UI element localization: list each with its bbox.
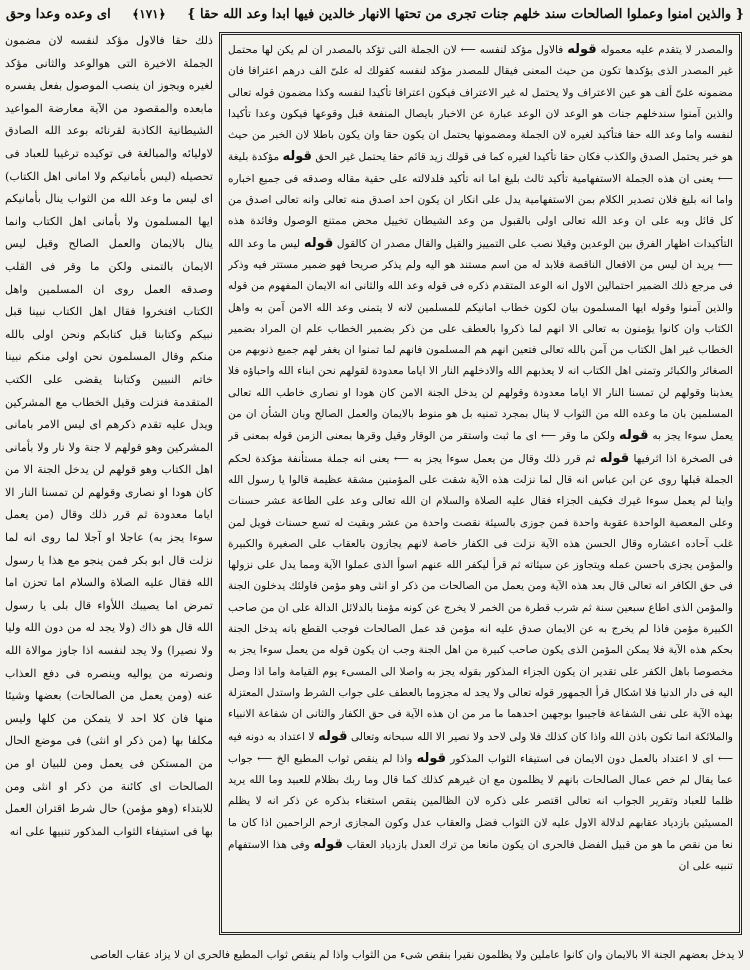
commentary-text: لا اعتداد به دونه فيه ⟵ اى لا اعتداد بالعمل دون الايمان فى استيفاء الثواب المذكور [228,730,733,765]
keyword-qawluhu: قوله [313,836,343,852]
keyword-qawluhu: قوله [567,42,597,57]
header-commentary: اى وعده وعدا وحق [6,6,111,22]
side-column [5,30,213,936]
commentary-text: فالاول مؤكد لنفسه ⟵ لان الجملة التى تؤكد بالمصدر ان لم يكن لها محتمل غير المصدر الذى يؤكدها تكون من حيث المعنى فيقال للمصدر مؤكد لنفسه كقولك له علىّ الف درهم اعترافا فان مضمونه علىّ ألف هو عين الاعتراف ولا يحتمل له غير الاعتراف فيكون اعترافا تأكيدا لنفسه وكذا مضمون قوله تعالى والذين آمنوا سندخلهم جنات هو الوعد لان الوعد عبارة عن الاخبار بايصال المنفعة قبل وقوعها فيكون وعدا تأكيدا لنفسه واما وعد الله حقا فتأكيد لغيره لان الجملة ومضمونها يحتمل ان يكون حقا وان يكون باطلا لان الخبر من حيث هو خبر يحتمل الصدق والكذب فكان حقا تأكيدا لغيره كما فى قولك زيد قائم حقا يحتمل غير الحق [228,44,733,164]
page-number: ﴿١٧١﴾ [132,7,166,21]
main-frame [219,32,742,935]
commentary-text: ولكن ما وقر ⟵ اى ما ثبت واستقر من الوقار وقيل وقرها بمعنى الزمن قوله بمعنى قر فى الصخرة اذا اثرفيها [228,430,733,465]
commentary-text: ليس ما وعد الله ⟵ يريد ان ليس من الافعال الناقصة فلابد له من اسم مستند هو اليه ولم يذكر صريحا فهو ضمير مستتر فيه وذكر فى مرجع ذلك الضمير احتمالين الاول انه الوعد المتقدم ذكره فى قوله وعد الله والثانى انه الايمان المفهوم من قوله والذين آمنوا وقوله ايها المسلمون بيان لكون خطاب امانيكم للمسلمين لانه لا يتمنى وعد الله الامن آمن به واهل الكتاب وان كانوا يؤمنون به تعالى الا انهم لما ذكروا بالعطف على من ذكر بضمير الخطاب علم ان المراد بضمير الخطاب غير اهل الكتاب من آمن بالله تعالى فتعين انهم هم المسلمون فانهم لما تمنوا ان يغفر لهم جميع ذنوبهم من الصغائر والكبائر وتمنى اهل الكتاب انه لا يعذبهم الله والادخلهم النار الا اياما معدودة لقولهم نحن ابناء الله واحباؤه فلا يعذبنا وقولهم لن تمسنا النار الا اياما معدودة وقولهم لن يدخل الجنة الامن كان هودا او نصارى خاطب الله تعالى المسلمين بان ما وعده الله من الثواب لا ينال بمجرد تمنيه بل هو منوط بالايمان والعمل الصالح وبان الشأن ان من يعمل سوءا يجز به [228,237,733,443]
page-header [0,0,750,28]
keyword-qawluhu: قوله [619,428,649,444]
keyword-qawluhu: قوله [318,728,348,744]
commentary-text: واذا لم ينقص ثواب المطيع الخ ⟵ جواب عما يقال لم خص عمال الصالحات بانهم لا يظلمون مع ان غيرهم كذلك كما قال وما ربك بظلام للعبيد وما الله يريد ظلما للعباد وتقرير الجواب انه تعالى اقتصر على ذكره لان الظالمين ينقص استغناء بذكره عن ذكر انه لا يظلم المسيئين بازدياد عقابهم لدلالة الاول عليه لان الثواب فضل والعقاب عدل وكون المجازى ارحم الراحمين اذا كان ما نعا من نقص ما هو من قبيل الفضل فالحرى ان يكون مانعا من ترك العدل بازدياد العقاب [228,752,733,851]
bottom-line: لا يدخل بعضهم الجنة الا بالايمان وان كانوا عاملين ولا يظلمون نقيرا بنقص شىء من الثواب واذا لم ينقص ثواب المطيع فالحرى ان لا يزاد عقاب العاصى [90,949,744,961]
keyword-qawluhu: قوله [303,235,334,251]
commentary-text: وفى هذا الاستفهام تنبيه على ان [228,838,733,873]
commentary-text: مؤكدة بليغة ⟵ يعنى ان هذه الجملة الاستفهامية تأكيد ثالث بليغ اما انه تأكيد فلدلالته على حقية مقاله وصدقه فى جميع اخباره واما انه بليغ فلان تصدير الكلام بمن الاستفهامية يدل على انكار ان يكون احد اصدق منه تعالى وانه تعالى اصدق من كل قائل وبه على ان وعد الله تعالى اولى بالقبول من وعد الشيطان تخييل محض ممتنع الوصول وفائدة هذه التأكيدات اظهار الفرق بين الوعدين وقيلا نصب على التمييز والقيل والقال مصدر ان كالقول [228,151,733,250]
keyword-qawluhu: قوله [416,750,447,766]
main-commentary [228,39,733,928]
keyword-qawluhu: قوله [282,149,312,165]
side-column-text: ذلك حقا فالاول مؤكد لنفسه لان مضمون الجملة الاخيرة التى هوالوعد والثانى مؤكد لغيره ويجوز ان ينصب الموصول بفعل يفسره مابعده والمقصود من الآية معارضة المواعيد الشيطانية الكاذبة لقرنائه بوعد الله الصادق لاوليائه والمبالغة فى توكيده ترغيبا للعباد فى تحصيله (ليس بأمانيكم ولا امانى اهل الكتاب) اى ليس ما وعد الله من الثواب ينال بأمانيكم ايها المسلمون ولا بأمانى اهل الكتاب وانما ينال بالايمان والعمل الصالح وقيل ليس الايمان بالتمنى ولكن ما وقر فى القلب وصدقه العمل روى ان المسلمين واهل الكتاب افتخروا فقال اهل الكتاب نبينا قبل نبيكم وكتابنا قبل كتابكم ونحن اولى بالله منكم وقال المسلمون نحن اولى منكم نبينا خاتم النبيين وكتابنا يقضى على الكتب المتقدمة فنزلت وقيل الخطاب مع المشركين ويدل عليه تقدم ذكرهم اى ليس الامر بامانى المشركين وهو قولهم لا جنة ولا نار ولا بأمانى اهل الكتاب وهو قولهم لن يدخل الجنة الا من كان هودا او نصارى وقولهم لن تمسنا النار الا اياما معدودة ثم قرر ذلك وقال (من يعمل سوءا يجز به) عاجلا او آجلا لما روى انه لما نزلت قال ابو بكر فمن ينجو مع هذا يا رسول الله فقال عليه الصلاة والسلام اما تحزن اما تمرض اما يصيبك اللأواء قال بلى يا رسول الله قال هو ذاك (ولا يجد له من دون الله وليا ولا نصيرا) ولا يجد لنفسه اذا جاوز موالاة الله ونصرته من يواليه وينصره فى دفع العذاب عنه (ومن يعمل من الصالحات) بعضها وشيئا منها فان كلا احد لا يتمكن من كلها وليس مكلفا بها (من ذكر او انثى) فى موضع الحال من المستكن فى يعمل ومن للبيان او من الصالحات اى كائنة من ذكر او انثى ومن للابتداء (وهو مؤمن) حال شرط اقتران العمل بها فى استيفاء الثواب المذكور تنبيها على انه [5,34,213,838]
header-verse: { والذين امنوا وعملوا الصالحات سند خلهم جنات تجرى من تحتها الانهار خالدين فيها ابدا وعد الله حقا } [187,6,744,22]
commentary-paragraph [228,39,733,878]
commentary-text: والمصدر لا يتقدم عليه معموله [596,44,733,56]
commentary-text: ثم قرر ذلك وقال من يعمل سوءا يجز به ⟵ يعنى انه جملة مستأنفة مؤكدة لحكم الجملة قبلها روى عن ابن عباس انه قال لما نزلت هذه الآية شقت على المؤمنين مشقة عظيمة قالوا يا رسول الله واينا لم يعمل سوءا غيرك فكيف الجزاء فقال عليه الصلاة والسلام ان الله تعالى وعد على الطاعة عشر حسنات وعلى المعصية الواحدة عقوبة واحدة فمن جوزى بالسيئة نقصت واحدة من عشر وبقيت له تسع حسنات فويل لمن غلب آحاده اعشاره وقال الحسن هذه الآية نزلت فى الكفار خاصة لانهم يجازون بالعقاب على الصغيرة والكبيرة والمؤمن يجزى باحسن عمله ويتجاوز عن سيئاته ثم قرأ ليكفر الله عنهم اسوأ الذى عملوا الآية ومما يدل على نزولها فى حق الكافر انه تعالى قال بعد هذه الآية ومن يعمل من الصالحات من ذكر او انثى وهو مؤمن فاولئك يدخلون الجنة والمؤمن الذى اطاع سبعين سنة ثم شرب قطرة من الخمر لا يخرج عن كونه مؤمنا بالدلائل الدالة على ان من صاحب الكبيرة مؤمن فاذا لم يخرج به عن الايمان صدق عليه انه مؤمن قد عمل الصالحات فوجب القطع بانه يدخل الجنة بحكم هذه الآية فلا يمكن المؤمن الذى يكون صاحب كبيرة من اهل الجنة وجب ان يكون قوله من يعمل سوءا يجز به مخصوصا باهل الكفر على تقدير ان يكون الجزاء المذكور بقوله يجز به واصلا الى المسىء يوم القيامة واما اذا وصل اليه فى دار الدنيا فلا اشكال قرأ الجمهور قوله تعالى ولا يجد له مجزوما بالعطف على جواب الشرط واستدل المعتزلة بهذه الآية على نفى الشفاعة فاجيبوا بوجهين احدهما ما مر من ان هذه الآية فى حق الكفار والثانى ان شفاعة الانبياء والملائكة انما تكون باذن الله واذا كان كذلك فلا ولى لاحد ولا نصير الا الله سبحانه وتعالى [228,452,733,743]
keyword-qawluhu: قوله [599,450,630,466]
